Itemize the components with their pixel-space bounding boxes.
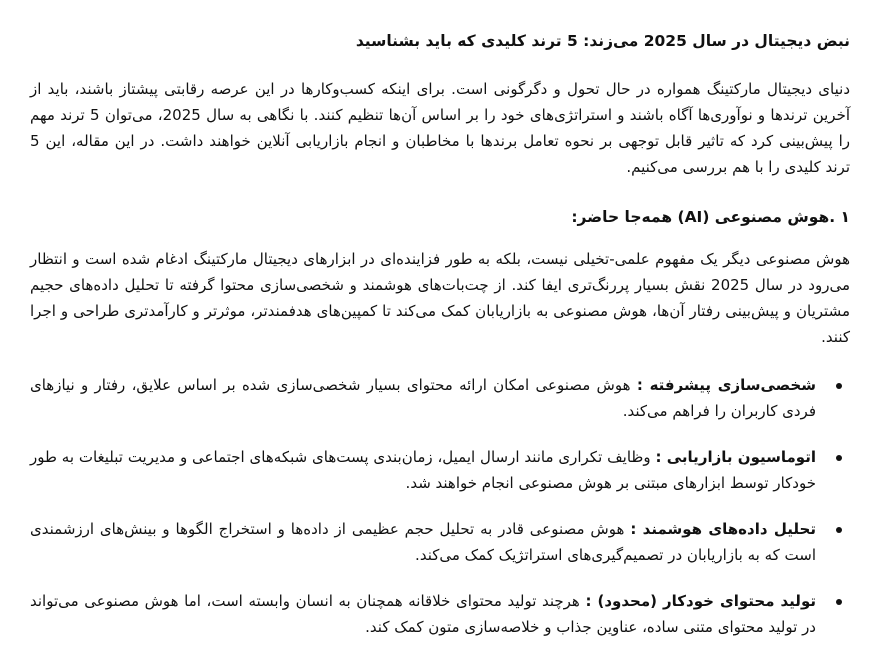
bullet-dot-icon bbox=[836, 455, 842, 461]
list-item-personalization bbox=[30, 372, 850, 424]
bullet-list bbox=[30, 372, 850, 660]
bullet-term: تولید محتوای خودکار (محدود) : bbox=[585, 592, 816, 610]
list-item-data-analysis bbox=[30, 516, 850, 568]
bullet-term: اتوماسیون بازاریابی : bbox=[655, 448, 816, 466]
bullet-dot-icon bbox=[836, 527, 842, 533]
bullet-dot-icon bbox=[836, 383, 842, 389]
bullet-text: هوش مصنوعی قادر به تحلیل حجم عظیمی از داده‌ها و استخراج الگوها و بینش‌های ارزشمندی است که به بازاریابان در تصمیم‌گیری‌های استراتژیک کمک می‌کند. bbox=[30, 520, 816, 564]
bullet-term: شخصی‌سازی پیشرفته : bbox=[636, 376, 816, 394]
bullet-term: تحلیل داده‌های هوشمند : bbox=[630, 520, 816, 538]
section-ai-paragraph: هوش مصنوعی دیگر یک مفهوم علمی-تخیلی نیست، بلکه به طور فزاینده‌ای در ابزارهای دیجیتال مارکتینگ ادغام شده است و انتظار می‌رود در سال 2025 نقش بسیار پررنگ‌تری ایفا کند. از چت‌بات‌های هوشمند و شخصی‌سازی محتوا گرفته تا تحلیل داده‌های حجیم مشتریان و پیش‌بینی رفتار آن‌ها، هوش مصنوعی به بازاریابان کمک می‌کند تا کمپین‌های هدفمندتر، موثرتر و کارآمدتری طراحی و اجرا کنند. bbox=[30, 250, 850, 346]
document-page bbox=[30, 0, 850, 663]
list-item-content-generation bbox=[30, 588, 850, 640]
article-title: نبض دیجیتال در سال 2025 می‌زند: 5 ترند کلیدی که باید بشناسید bbox=[355, 32, 850, 50]
bullet-text: هرچند تولید محتوای خلاقانه همچنان به انسان وابسته است، اما هوش مصنوعی می‌تواند در تولید محتوای متنی ساده، عناوین جذاب و خلاصه‌سازی متون کمک کند. bbox=[30, 592, 816, 636]
section-heading-ai: ۱ .هوش مصنوعی (AI) همه‌جا حاضر: bbox=[571, 208, 850, 226]
intro-paragraph: دنیای دیجیتال مارکتینگ همواره در حال تحول و دگرگونی است. برای اینکه کسب‌وکارها در این عرصه رقابتی پیشتاز باشند، باید از آخرین ترندها و نوآوری‌ها آگاه باشند و استراتژی‌های خود را بر اساس آن‌ها تنظیم کنند. با نگاهی به سال 2025، می‌توان 5 ترند مهم را پیش‌بینی کرد که تاثیر قابل توجهی بر نحوه تعامل برندها با مخاطبان و انجام بازاریابی آنلاین خواهند داشت. در این مقاله، این 5 ترند کلیدی را با هم بررسی می‌کنیم. bbox=[30, 80, 851, 176]
bullet-text: هوش مصنوعی امکان ارائه محتوای بسیار شخصی‌سازی شده بر اساس علایق، رفتار و نیازهای فردی کاربران را فراهم می‌کند. bbox=[30, 376, 816, 420]
bullet-dot-icon bbox=[836, 599, 842, 605]
bullet-text: وظایف تکراری مانند ارسال ایمیل، زمان‌بندی پست‌های شبکه‌های اجتماعی و مدیریت تبلیغات به طور خودکار توسط ابزارهای مبتنی بر هوش مصنوعی انجام خواهند شد. bbox=[30, 448, 816, 492]
list-item-automation bbox=[30, 444, 850, 496]
